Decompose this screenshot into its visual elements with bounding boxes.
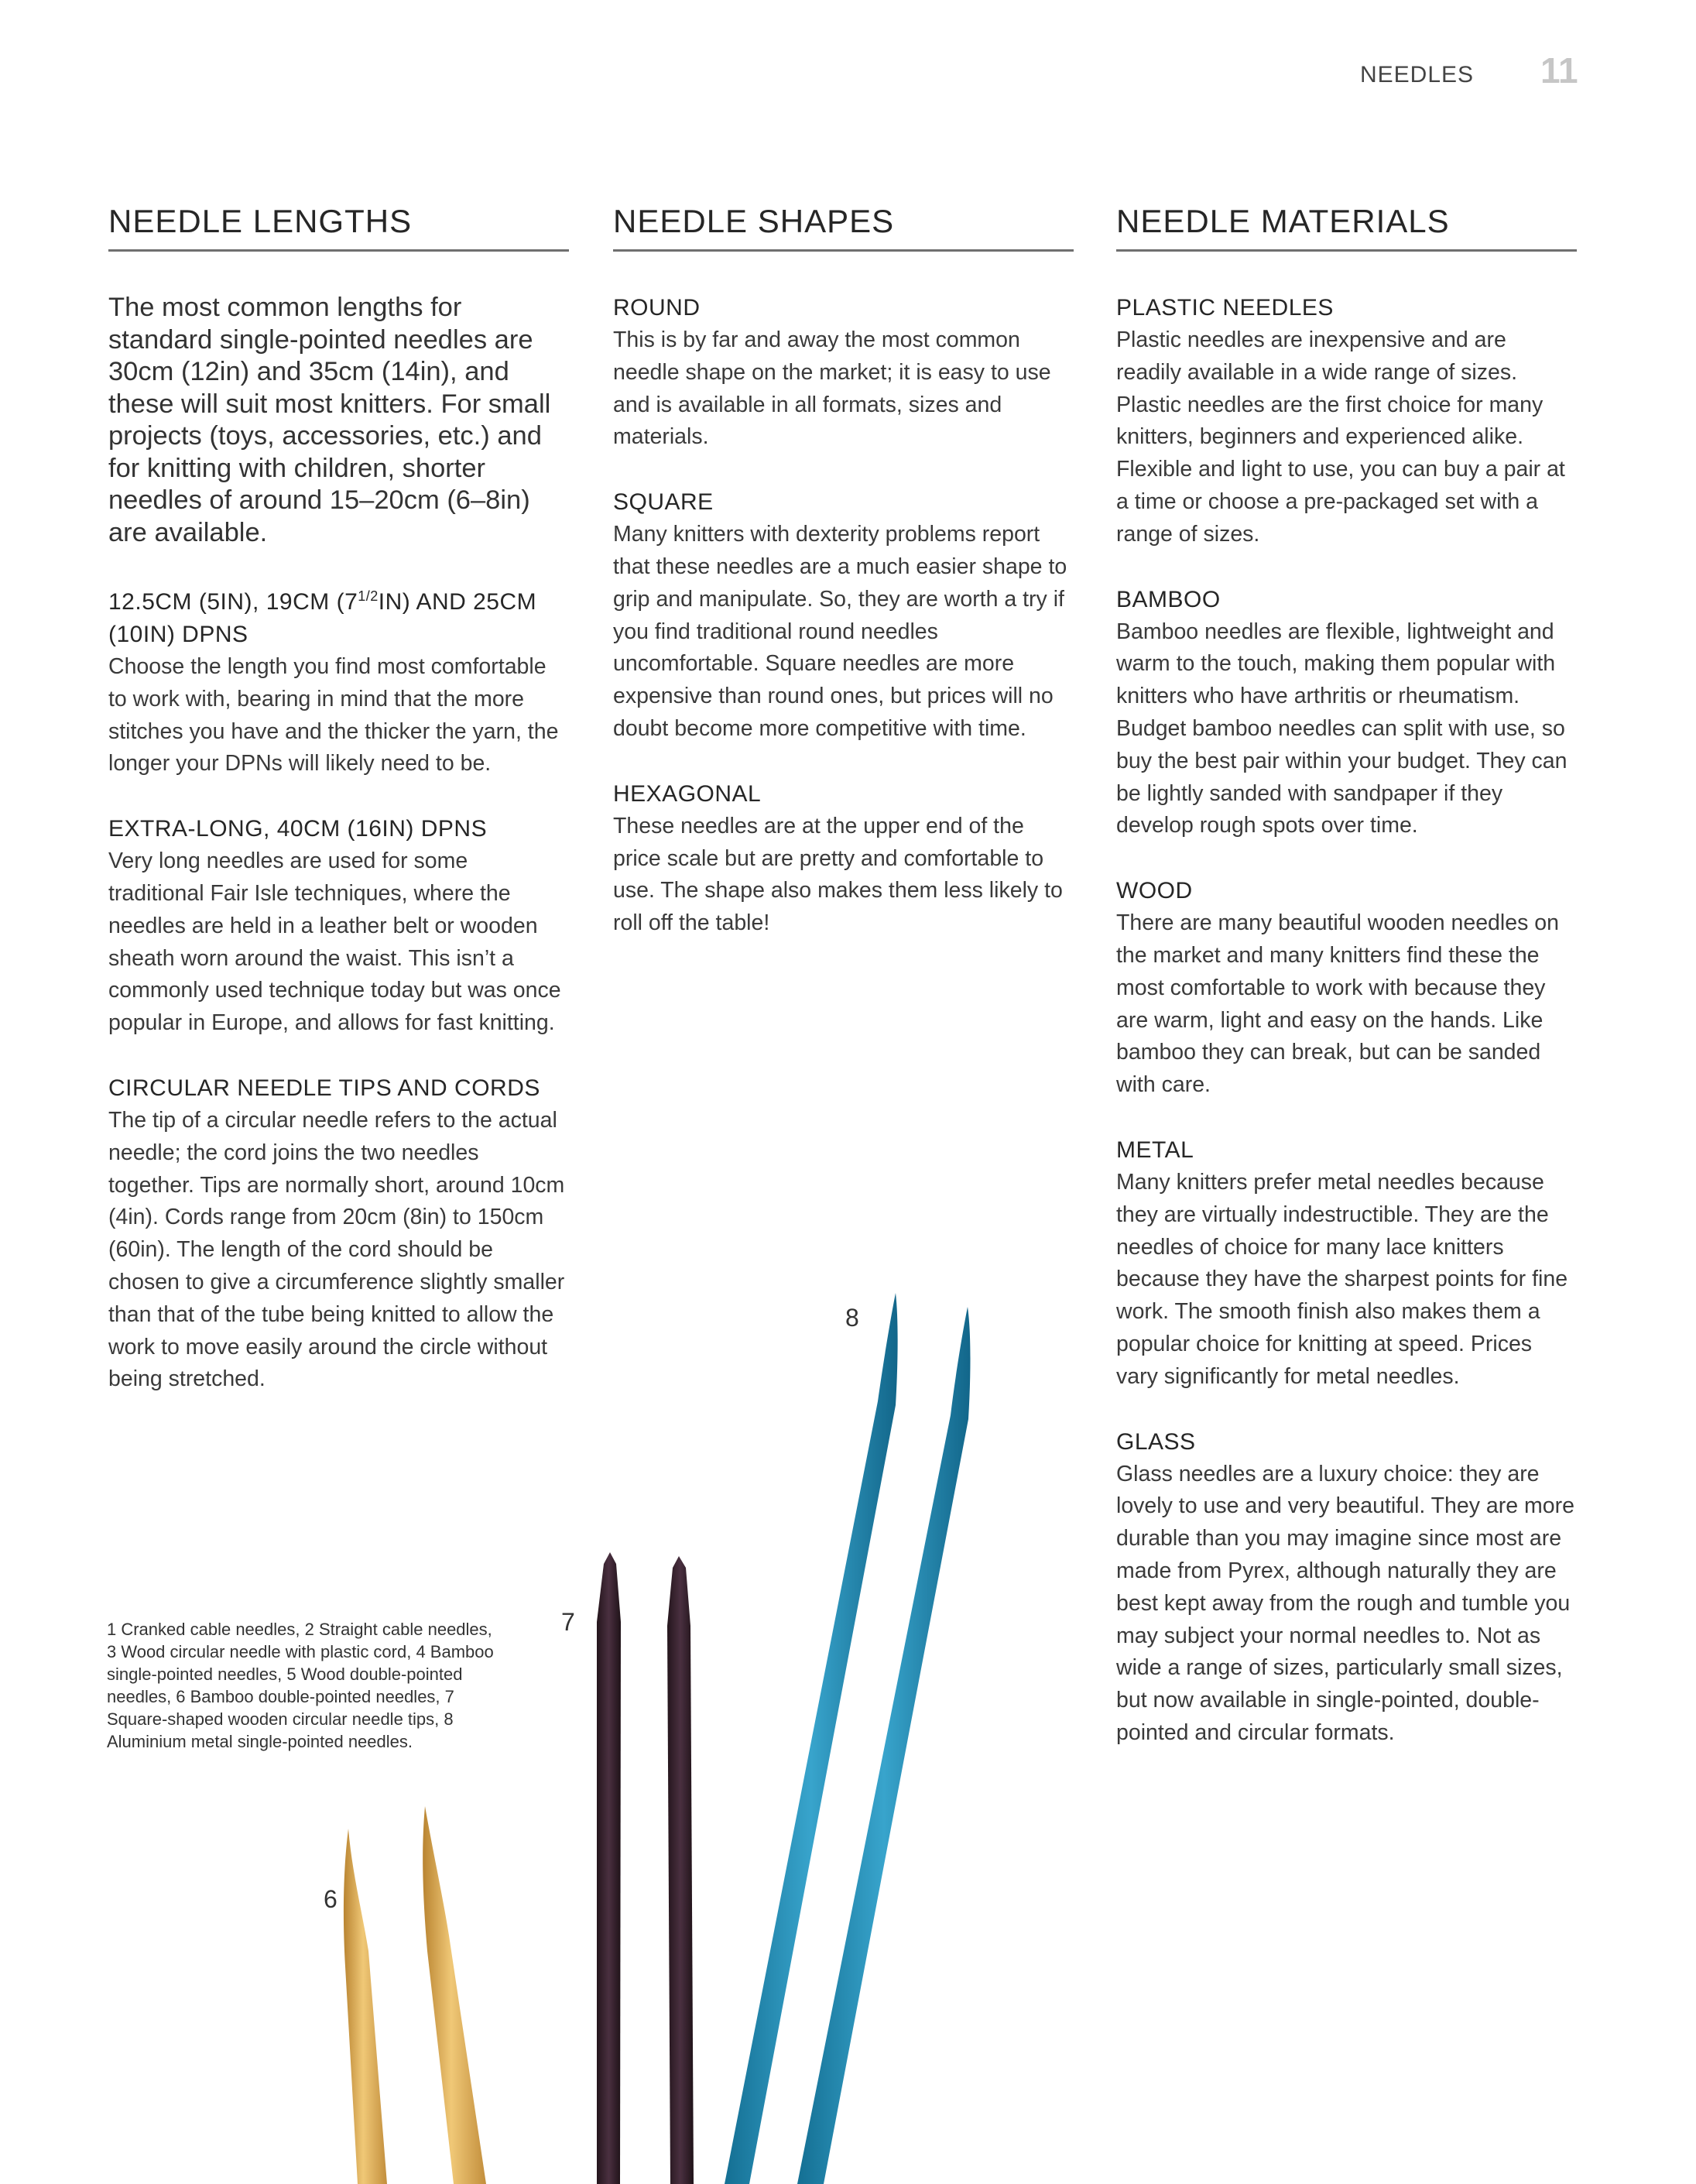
square-text: Many knitters with dexterity problems report that these needles are a much easier shape to grip and manipulate. So, they are worth a try if you find traditional round needles uncomfortable. Square needles are more expensive than round ones, but prices will no doubt become more competitive with time. bbox=[613, 522, 1067, 741]
figure-label-6: 6 bbox=[324, 1885, 337, 1913]
dpn-lengths-text: Choose the length you find most comfortable to work with, bearing in mind that the more stitches you have and the thicker the yarn, the longer your DPNs will likely need to be. bbox=[108, 654, 559, 777]
needle-lengths-heading: NEEDLE LENGTHS bbox=[108, 201, 569, 252]
dpn-lengths-heading: 12.5CM (5IN), 19CM $(7^{1/2}IN)$ AND 25CM (10IN) DPNS bbox=[108, 588, 537, 647]
square-heading: SQUARE bbox=[613, 489, 714, 516]
round-text: This is by far and away the most common needle shape on the market; it is easy to use and is available in all formats, sizes and materials. bbox=[613, 327, 1051, 450]
hexagonal-heading: HEXAGONAL bbox=[613, 780, 762, 807]
hexagonal-text: These needles are at the upper end of the price scale but are pretty and comfortable to use. The shape also makes them less likely to roll off the table! bbox=[613, 813, 1063, 936]
needle-shapes-heading: NEEDLE SHAPES bbox=[613, 201, 1074, 252]
extra-long-heading: EXTRA-LONG, 40CM (16IN) DPNS bbox=[108, 816, 488, 842]
wood-text: There are many beautiful wooden needles on the market and many knitters find these the most comfortable to work with because they are warm, light and easy on the hands. Like bamboo they can break, but can be sanded with care. bbox=[1116, 910, 1559, 1098]
figure-caption: 1 Cranked cable needles, 2 Straight cable needles, 3 Wood circular needle with plastic cord, 4 Bamboo single-pointed needles, 5 Wood double-pointed needles, 6 Bamboo double-pointed needles, 7 Square-shaped wooden circular needle tips, 8 Aluminium metal single-pointed needles. bbox=[107, 1620, 494, 1751]
aluminium-needles bbox=[725, 1293, 971, 2184]
bamboo-heading: BAMBOO bbox=[1116, 586, 1221, 612]
figure-label-7: 7 bbox=[561, 1608, 575, 1636]
plastic-heading: PLASTIC NEEDLES bbox=[1116, 295, 1334, 321]
wood-heading: WOOD bbox=[1116, 878, 1193, 904]
metal-text: Many knitters prefer metal needles because they are virtually indestructible. They are the needles of choice for many lace knitters because they have the sharpest points for fine work. The smooth finish also makes them a popular choice for knitting at speed. Prices vary significantly for metal needles. bbox=[1116, 1169, 1568, 1389]
square-wood-needles bbox=[597, 1552, 694, 2184]
needle-materials-heading: NEEDLE MATERIALS bbox=[1116, 201, 1577, 252]
metal-heading: METAL bbox=[1116, 1137, 1194, 1163]
glass-text: Glass needles are a luxury choice: they are lovely to use and very beautiful. They are more durable than you may imagine since most are made from Pyrex, although naturally they are best kept away from the rough and tumble you may subject your normal needles to. Not as wide a range of sizes, particularly small sizes, but now available in single-pointed, double-pointed and circular formats. bbox=[1116, 1461, 1574, 1745]
glass-heading: GLASS bbox=[1116, 1428, 1196, 1455]
running-head: NEEDLES bbox=[1360, 62, 1475, 87]
bamboo-dpn-needles bbox=[344, 1806, 486, 2184]
plastic-text: Plastic needles are inexpensive and are readily available in a wide range of sizes. Plastic needles are the first choice for many knitters, beginners and experienced alike. Flexible and light to use, you can buy a pair at a time or choose a pre-packaged set with a range of sizes. bbox=[1116, 327, 1565, 547]
round-heading: ROUND bbox=[613, 295, 701, 321]
needle-lengths-intro: The most common lengths for standard single-pointed needles are 30cm (12in) and 35cm (14in), and these will suit most knitters. For small projects (toys, accessories, etc.) and for knitting with children, shorter needles of around 15–20cm (6–8in) are available. bbox=[108, 293, 551, 547]
figure-label-8: 8 bbox=[845, 1304, 859, 1332]
circular-tips-heading: CIRCULAR NEEDLE TIPS AND CORDS bbox=[108, 1075, 540, 1101]
circular-tips-text: The tip of a circular needle refers to the actual needle; the cord joins the two needles together. Tips are normally short, around 10cm (4in). Cords range from 20cm (8in) to 150cm (60in). The length of the cord should be chosen to give a circumference slightly smaller than that of the tube being knitted to allow the work to move easily around the circle without being stretched. bbox=[108, 1107, 565, 1392]
page-number: 11 bbox=[1540, 50, 1578, 91]
bamboo-text: Bamboo needles are flexible, lightweight and warm to the touch, making them popular with knitters who have arthritis or rheumatism. Budget bamboo needles can split with use, so buy the best pair within your budget. They can be lightly sanded with sandpaper if they develop rough spots over time. bbox=[1116, 619, 1568, 838]
extra-long-text: Very long needles are used for some traditional Fair Isle techniques, where the needles are held in a leather belt or wooden sheath worn around the waist. This isn’t a commonly used technique today but was once popular in Europe, and allows for fast knitting. bbox=[108, 849, 561, 1036]
